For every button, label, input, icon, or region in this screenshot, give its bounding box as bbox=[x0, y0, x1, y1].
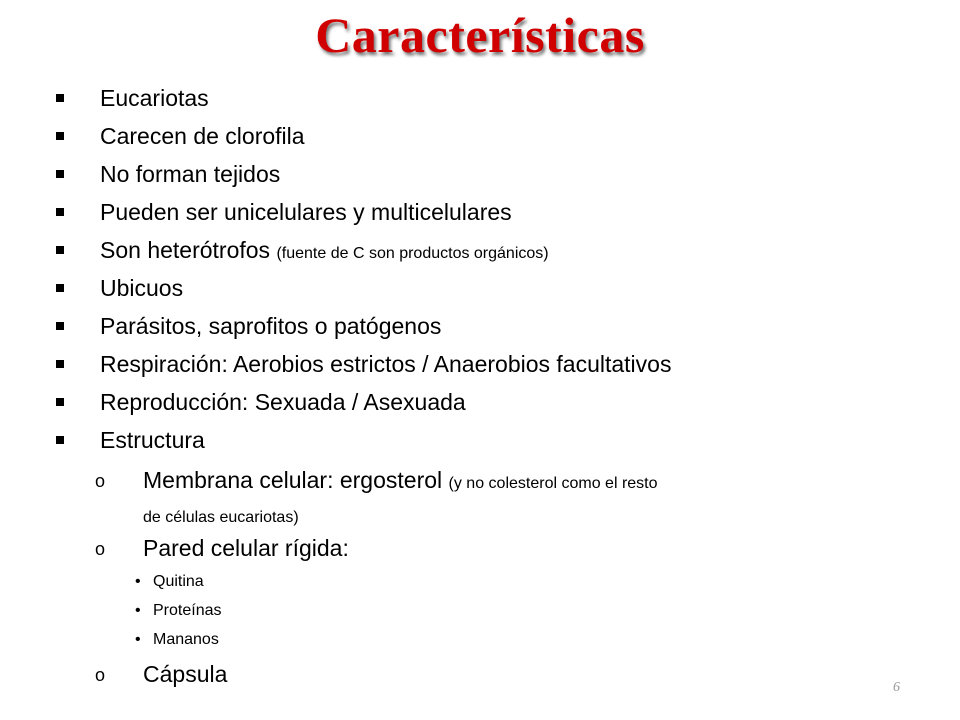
sub-bullet-text: Cápsula bbox=[143, 661, 228, 687]
square-bullet-icon bbox=[56, 436, 64, 444]
bullet-note: (fuente de C son productos orgánicos) bbox=[276, 245, 549, 262]
square-bullet-icon bbox=[56, 170, 64, 178]
circle-bullet-icon: o bbox=[95, 471, 106, 491]
sub-bullet-text: Membrana celular: ergosterol bbox=[143, 467, 443, 493]
circle-bullet-icon: o bbox=[95, 665, 106, 685]
sub-bullet-text: Pared celular rígida: bbox=[143, 535, 349, 561]
bullet-text: Estructura bbox=[100, 427, 205, 453]
sub-bullet-note-continued: de células eucariotas) bbox=[143, 509, 299, 526]
page-number: 6 bbox=[893, 680, 900, 695]
bullet-text: Son heterótrofos bbox=[100, 237, 271, 263]
bullet-text: Pueden ser unicelulares y multicelulares bbox=[100, 199, 512, 225]
wall-item-text: Proteínas bbox=[153, 602, 222, 619]
square-bullet-icon bbox=[56, 246, 64, 254]
bullet-text: Respiración: Aerobios estrictos / Anaerobios facultativos bbox=[100, 351, 672, 377]
wall-item-text: Quitina bbox=[153, 573, 204, 590]
dot-bullet-icon: • bbox=[135, 631, 141, 648]
square-bullet-icon bbox=[56, 132, 64, 140]
square-bullet-icon bbox=[56, 208, 64, 216]
bullet-text: Reproducción: Sexuada / Asexuada bbox=[100, 389, 466, 415]
wall-item-text: Mananos bbox=[153, 631, 219, 648]
square-bullet-icon bbox=[56, 94, 64, 102]
bullet-text: Eucariotas bbox=[100, 85, 209, 111]
circle-bullet-icon: o bbox=[95, 539, 106, 559]
bullet-text: Carecen de clorofila bbox=[100, 123, 305, 149]
bullet-text: Parásitos, saprofitos o patógenos bbox=[100, 313, 442, 339]
slide-title: Características bbox=[315, 7, 645, 63]
bullet-text: Ubicuos bbox=[100, 275, 184, 301]
dot-bullet-icon: • bbox=[135, 573, 141, 590]
dot-bullet-icon: • bbox=[135, 602, 141, 619]
bullet-text: No forman tejidos bbox=[100, 161, 281, 187]
square-bullet-icon bbox=[56, 322, 64, 330]
square-bullet-icon bbox=[56, 398, 64, 406]
sub-bullet-note: (y no colesterol como el resto bbox=[448, 475, 658, 492]
square-bullet-icon bbox=[56, 360, 64, 368]
square-bullet-icon bbox=[56, 284, 64, 292]
